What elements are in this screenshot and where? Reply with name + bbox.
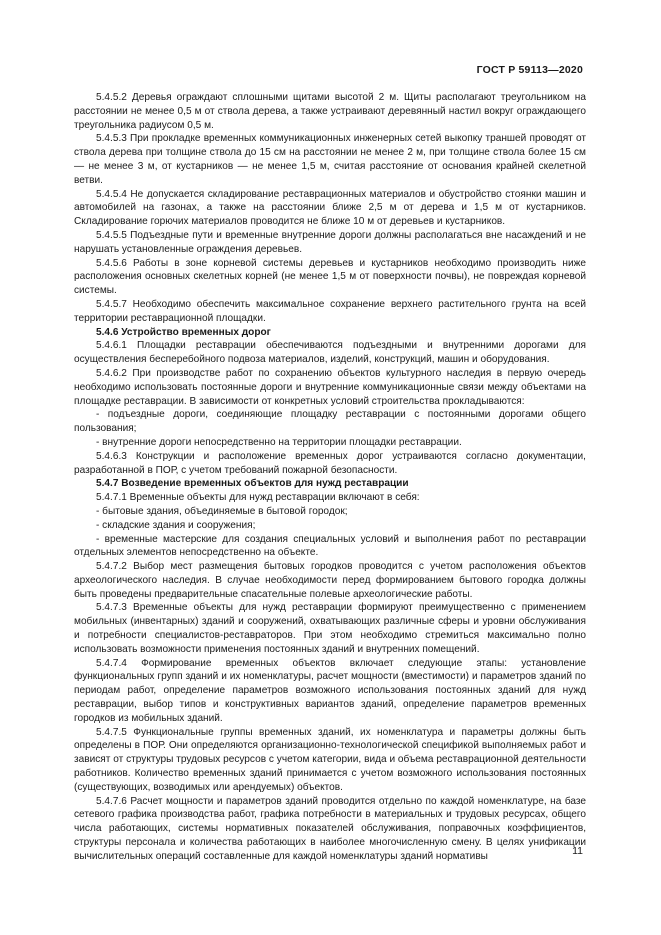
paragraph-5-4-7-5: 5.4.7.5 Функциональные группы временных зданий, их номенклатура и параметры должны быть определены в ПОР. Они определяются организационно-технологической спецификой выполняемых работ и зависят от структуры трудовых ресурсов с учетом категории, вида и объема реставрационной деятельности работников. Количество временных зданий принимается с учетом возможного использования постоянных (существующих, возводимых или арендуемых) объектов. xyxy=(74,726,586,793)
document-body xyxy=(74,91,586,864)
page-number: 11 xyxy=(572,845,583,857)
list-item: - подъездные дороги, соединяющие площадку реставрации с постоянными дорогами общего пользования; xyxy=(74,409,586,435)
paragraph-5-4-6-1: 5.4.6.1 Площадки реставрации обеспечиваются подъездными и внутренними дорогами для осуществления бесперебойного подвоза материалов, изделий, конструкций, машин и оборудования. xyxy=(74,340,586,366)
paragraph-5-4-5-3: 5.4.5.3 При прокладке временных коммуникационных инженерных сетей выкопку траншей проводят от ствола дерева при толщине ствола до 15 см на расстоянии не менее 2 м, при толщине ствола более 15 см — не менее 3 м, от кустарников — не менее 1,5 м, считая расстояние от основания крайней скелетной ветви. xyxy=(74,133,586,186)
paragraph-5-4-5-5: 5.4.5.5 Подъездные пути и временные внутренние дороги должны располагаться вне насаждений и не нарушать установленные ограждения деревьев. xyxy=(74,229,586,255)
paragraph-5-4-5-7: 5.4.5.7 Необходимо обеспечить максимальное сохранение верхнего растительного грунта на всей территории реставрационной площадки. xyxy=(74,298,586,324)
paragraph-5-4-7-3: 5.4.7.3 Временные объекты для нужд реставрации формируют преимущественно с применением мобильных (инвентарных) зданий и сооружений, охватывающих различные сферы и уровни обслуживания и потребности специалистов-реставраторов. При этом необходимо стремиться максимально полно использовать возможности применения постоянных зданий и внутренних помещений. xyxy=(74,602,586,655)
list-item: - складские здания и сооружения; xyxy=(96,519,256,531)
paragraph-5-4-5-2: 5.4.5.2 Деревья ограждают сплошными щитами высотой 2 м. Щиты располагают треугольником на расстоянии не менее 0,5 м от ствола дерева, а также устраивают деревянный настил вокруг ограждающего треугольника радиусом 0,5 м. xyxy=(74,92,586,131)
section-heading-5-4-7: 5.4.7 Возведение временных объектов для нужд реставрации xyxy=(96,478,409,490)
paragraph-5-4-7-4: 5.4.7.4 Формирование временных объектов включает следующие этапы: установление функциональных групп зданий и их номенклатуры, расчет мощности (вместимости) и параметров зданий по периодам работ, определение параметров возможного использования постоянных зданий для нужд реставрации, выбор типов и конструктивных вариантов зданий, определение параметров временных городков из мобильных зданий. xyxy=(74,657,586,724)
document-code: ГОСТ Р 59113—2020 xyxy=(476,64,583,76)
paragraph-5-4-5-6: 5.4.5.6 Работы в зоне корневой системы деревьев и кустарников необходимо производить ниже расположения основных скелетных корней (не менее 1,5 м от поверхности почвы), не повреждая корневой системы. xyxy=(74,257,586,297)
paragraph-5-4-6-2: 5.4.6.2 При производстве работ по сохранению объектов культурного наследия в первую очередь необходимо использовать постоянные дороги и внутренние коммуникационные связи между объектами на площадке реставрации. В зависимости от конкретных условий строительства прокладываются: xyxy=(74,367,586,407)
list-item: - бытовые здания, объединяемые в бытовой городок; xyxy=(96,505,348,517)
list-item: - временные мастерские для создания специальных условий и выполнения работ по реставрации отдельных элементов непосредственно на объекте. xyxy=(74,533,586,559)
paragraph-5-4-7-2: 5.4.7.2 Выбор мест размещения бытовых городков проводится с учетом расположения объектов археологического наследия. В случае необходимости перед формированием бытового городка должны быть проведены предварительные спасательные полевые археологические работы. xyxy=(74,561,586,600)
paragraph-5-4-7-6: 5.4.7.6 Расчет мощности и параметров зданий проводится отдельно по каждой номенклатуре, на базе сетевого графика производства работ, графика потребности в материальных и трудовых ресурсах, общего числа работающих, системы нормативных показателей обслуживания, поправочных коэффициентов, структуры персонала и количества работающих в наиболее многочисленную смену. В целях унификации вычислительных операций составленные для каждой номенклатуры зданий нормативы xyxy=(74,795,586,862)
paragraph-5-4-5-4: 5.4.5.4 Не допускается складирование реставрационных материалов и обустройство стоянки машин и автомобилей на газонах, а также на расстоянии ближе 2,5 м от дерева и 1,5 м от кустарников. Складирование горючих материалов проводится не ближе 10 м от деревьев и кустарников. xyxy=(74,188,586,228)
paragraph-5-4-6-3: 5.4.6.3 Конструкции и расположение временных дорог устраиваются согласно документации, разработанной в ПОР, с учетом требований пожарной безопасности. xyxy=(74,450,586,476)
list-item: - внутренние дороги непосредственно на территории площадки реставрации. xyxy=(96,436,462,448)
section-heading-5-4-6: 5.4.6 Устройство временных дорог xyxy=(96,326,271,338)
paragraph-5-4-7-1: 5.4.7.1 Временные объекты для нужд реставрации включают в себя: xyxy=(96,492,420,504)
